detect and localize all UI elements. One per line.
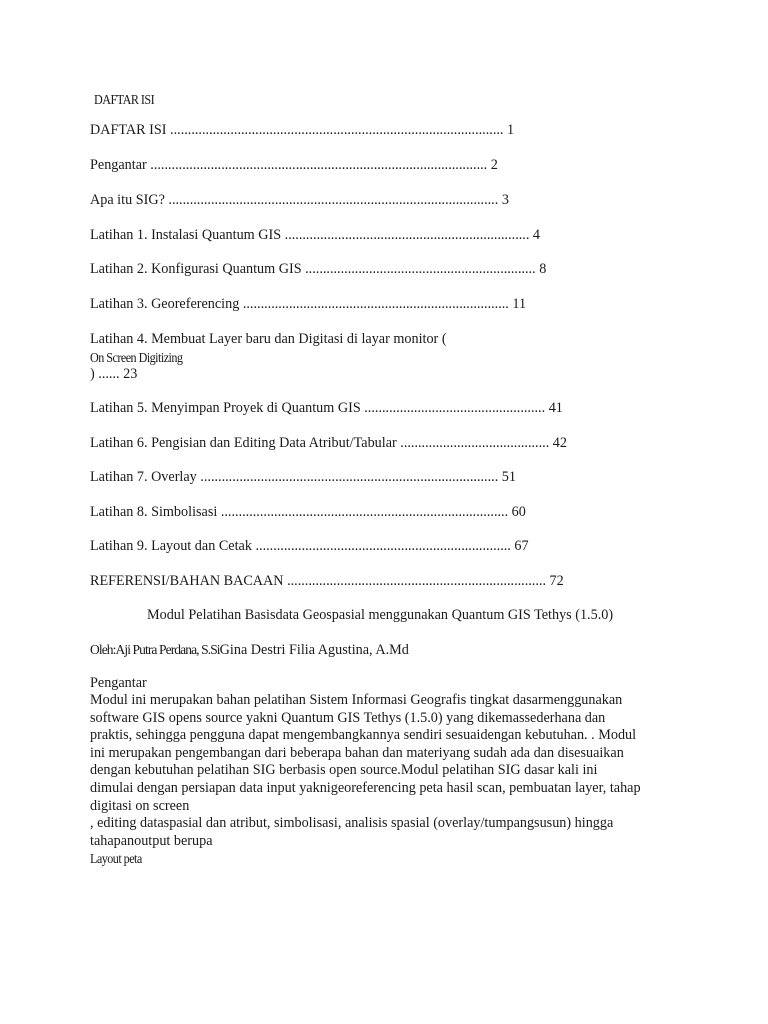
paragraph-line: Modul ini merupakan bahan pelatihan Sistem Informasi Geografis tingkat dasarmenggunakan <box>90 692 623 708</box>
paragraph-line: , editing dataspasial dan atribut, simbolisasi, analisis spasial (overlay/tumpangsusun) hingga <box>90 815 614 832</box>
paragraph-line: praktis, sehingga pengguna dapat mengembangkannya sendiri sesuaidengan kebutuhan. . Modul <box>90 727 637 744</box>
toc-entry-latihan-3: Latihan 3. Georeferencing ........................................................................... 11 <box>90 296 527 312</box>
intro-heading: Pengantar <box>90 675 147 691</box>
toc-entry-latihan-5: Latihan 5. Menyimpan Proyek di Quantum GIS ................................................... 41 <box>90 400 563 416</box>
paragraph-line: software GIS opens source yakni Quantum GIS Tethys (1.5.0) yang dikemassederhana dan <box>90 709 606 726</box>
paragraph-line-end: Layout peta <box>90 851 142 867</box>
toc-entry-latihan-4: Latihan 4. Membuat Layer baru dan Digitasi di layar monitor ( <box>90 331 447 347</box>
author-line <box>90 641 409 659</box>
toc-entry-latihan-2: Latihan 2. Konfigurasi Quantum GIS ................................................................. 8 <box>90 261 547 277</box>
paragraph-line: ini merupakan pengembangan dari beberapa bahan dan materiyang sudah ada dan disesuaikan <box>90 744 624 761</box>
paragraph-line: tahapanoutput berupa <box>90 832 213 849</box>
paragraph-line: dimulai dengan persiapan data input yaknigeoreferencing peta hasil scan, pembuatan layer, tahap <box>90 779 641 796</box>
toc-entry-latihan-4-subtitle: On Screen Digitizing <box>90 350 183 365</box>
toc-entry-latihan-6: Latihan 6. Pengisian dan Editing Data Atribut/Tabular .......................................... 42 <box>90 435 567 451</box>
toc-entry-daftar-isi: DAFTAR ISI .............................................................................................. 1 <box>90 122 515 138</box>
toc-entry-latihan-1: Latihan 1. Instalasi Quantum GIS ..................................................................... 4 <box>90 227 541 243</box>
toc-heading: DAFTAR ISI <box>94 92 155 107</box>
intro-paragraph <box>90 692 690 869</box>
toc-entry-latihan-8: Latihan 8. Simbolisasi ................................................................................. 60 <box>90 504 526 520</box>
paragraph-line: dengan kebutuhan pelatihan SIG berbasis open source.Modul pelatihan SIG dasar kali ini <box>90 762 598 779</box>
toc-entry-latihan-7: Latihan 7. Overlay .................................................................................... 51 <box>90 469 516 485</box>
toc-entry-latihan-9: Latihan 9. Layout dan Cetak ........................................................................ 67 <box>90 538 529 554</box>
toc-entry-referensi: REFERENSI/BAHAN BACAAN ......................................................................... 72 <box>90 573 564 589</box>
author-secondary: Gina Destri Filia Agustina, A.Md <box>219 642 409 658</box>
toc-entry-apa-itu-sig: Apa itu SIG? ............................................................................................. 3 <box>90 192 509 208</box>
author-primary: Oleh:Aji Putra Perdana, S.Si <box>90 642 220 657</box>
toc-entry-pengantar: Pengantar ............................................................................................... 2 <box>90 157 498 173</box>
paragraph-line: digitasi on screen <box>90 797 190 814</box>
module-title: Modul Pelatihan Basisdata Geospasial menggunakan Quantum GIS Tethys (1.5.0) <box>147 607 614 623</box>
toc-entry-latihan-4-page: ) ...... 23 <box>90 366 138 382</box>
